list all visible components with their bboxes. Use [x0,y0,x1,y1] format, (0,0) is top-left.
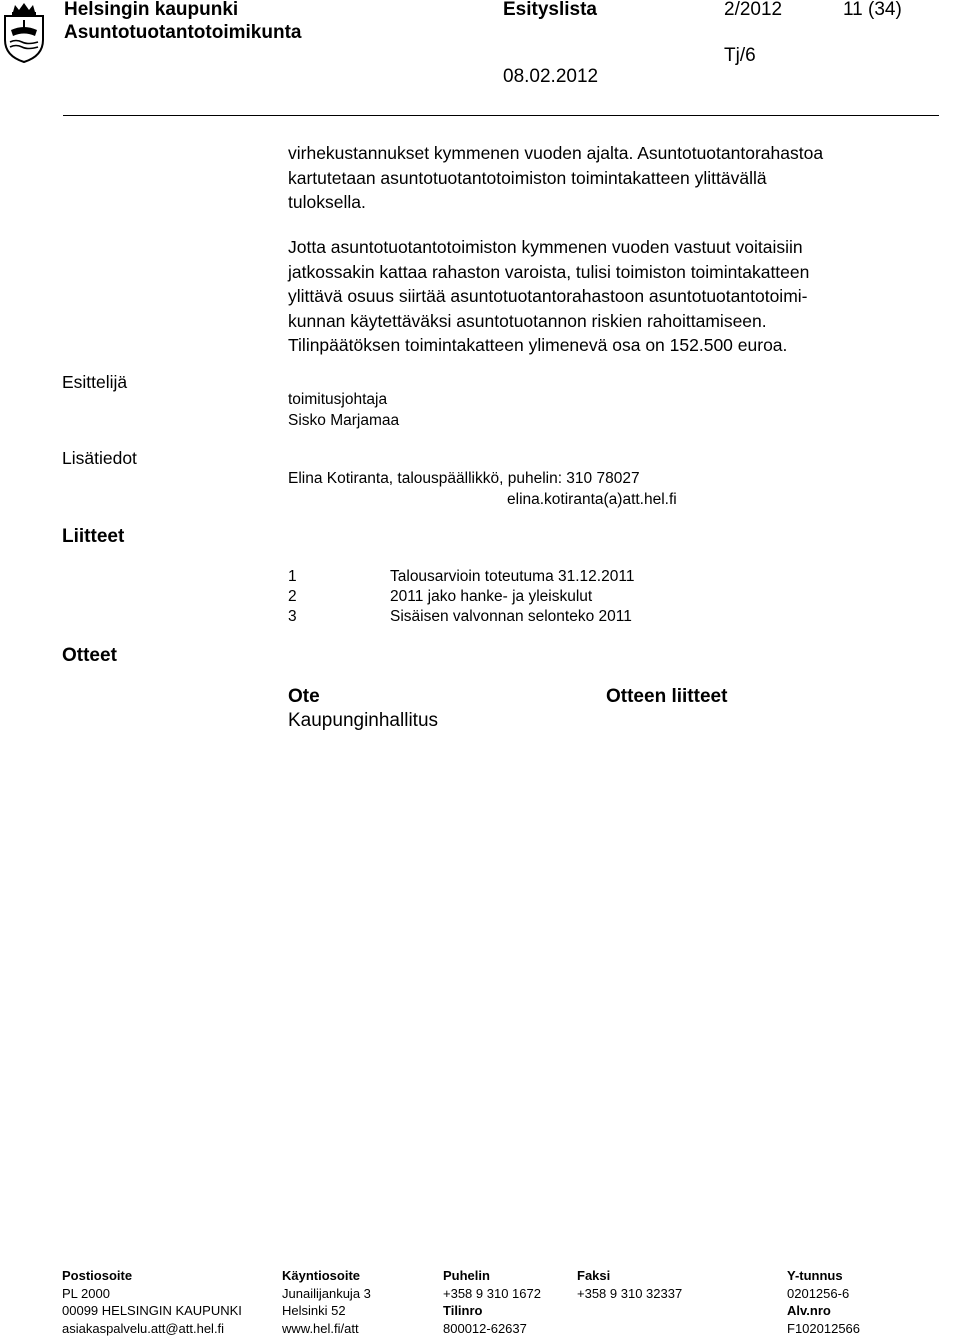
footer-label: Postiosoite [62,1268,132,1283]
attachment-item [288,566,297,587]
liitteet-label: Liitteet [62,526,124,548]
paragraph-line: Jotta asuntotuotantotoimiston kymmenen vuoden vastuut voitaisiin [288,235,809,260]
footer-value: +358 9 310 32337 [577,1285,682,1303]
doc-type: Esityslista [503,0,597,21]
paragraph-line: virhekustannukset kymmenen vuoden ajalta. Asuntotuotantorahastoa [288,141,823,166]
footer-label: Tilinro [443,1303,482,1318]
lisatiedot-contact: Elina Kotiranta, talouspäällikkö, puhelin: 310 78027 [288,468,640,489]
footer-label: Puhelin [443,1268,490,1283]
paragraph-line: Tilinpäätöksen toimintakatteen ylimenevä osa on 152.500 euroa. [288,333,809,358]
attachment-number: 2 [288,588,297,605]
otteet-label: Otteet [62,645,117,667]
footer-value: www.hel.fi/att [282,1320,371,1337]
footer-value: +358 9 310 1672 [443,1285,541,1303]
esittelija-name: Sisko Marjamaa [288,410,399,431]
footer-kayntiosoite [282,1267,371,1337]
unit-name: Asuntotuotantotoimikunta [64,22,301,44]
attachment-item [288,586,297,607]
footer-puhelin [443,1267,541,1337]
attachment-title: 2011 jako hanke- ja yleiskulut [390,586,592,607]
meeting-date: 08.02.2012 [503,66,598,88]
paragraph-line: ylittävä osuus siirtää asuntotuotantorahastoon asuntotuotantotoimi- [288,284,809,309]
agenda-item: Tj/6 [724,45,756,67]
paragraph-2 [288,235,809,358]
helsinki-crest-icon [2,2,46,64]
paragraph-line: kartutetaan asuntotuotantotoimiston toimintakatteen ylittävällä [288,166,823,191]
footer-label: Y-tunnus [787,1268,843,1283]
org-name: Helsingin kaupunki [64,0,238,21]
footer-value: asiakaspalvelu.att@att.hel.fi [62,1320,242,1337]
footer-value: 00099 HELSINGIN KAUPUNKI [62,1302,242,1320]
footer-label: Faksi [577,1268,610,1283]
esittelija-title: toimitusjohtaja [288,389,387,410]
paragraph-1 [288,141,823,215]
paragraph-line: jatkossakin kattaa rahaston varoista, tulisi toimiston toimintakatteen [288,260,809,285]
footer-value: 800012-62637 [443,1320,541,1337]
footer-value: PL 2000 [62,1285,242,1303]
lisatiedot-email: elina.kotiranta(a)att.hel.fi [507,489,677,510]
footer-value: Junailijankuja 3 [282,1285,371,1303]
attachment-item [288,606,297,627]
otteen-liitteet-heading: Otteen liitteet [606,686,727,708]
header-divider [63,115,939,116]
footer-value: F102012566 [787,1320,860,1337]
footer-value: Helsinki 52 [282,1302,371,1320]
footer-label: Alv.nro [787,1303,831,1318]
lisatiedot-label: Lisätiedot [62,448,137,469]
footer-faksi [577,1267,682,1302]
footer-ytunnus [787,1267,860,1337]
attachment-number: 3 [288,608,297,625]
attachment-title: Talousarvioin toteutuma 31.12.2011 [390,566,634,587]
paragraph-line: kunnan käytettäväksi asuntotuotannon riskien rahoittamiseen. [288,309,809,334]
attachment-title: Sisäisen valvonnan selonteko 2011 [390,606,632,627]
ote-recipient: Kaupunginhallitus [288,710,438,732]
ote-heading: Ote [288,686,320,708]
doc-number: 2/2012 [724,0,782,21]
page-number: 11 (34) [843,0,902,21]
footer-postiosoite [62,1267,242,1337]
paragraph-line: tuloksella. [288,190,823,215]
attachment-number: 1 [288,568,297,585]
footer-value: 0201256-6 [787,1285,860,1303]
footer-label: Käyntiosoite [282,1268,360,1283]
esittelija-label: Esittelijä [62,372,127,393]
